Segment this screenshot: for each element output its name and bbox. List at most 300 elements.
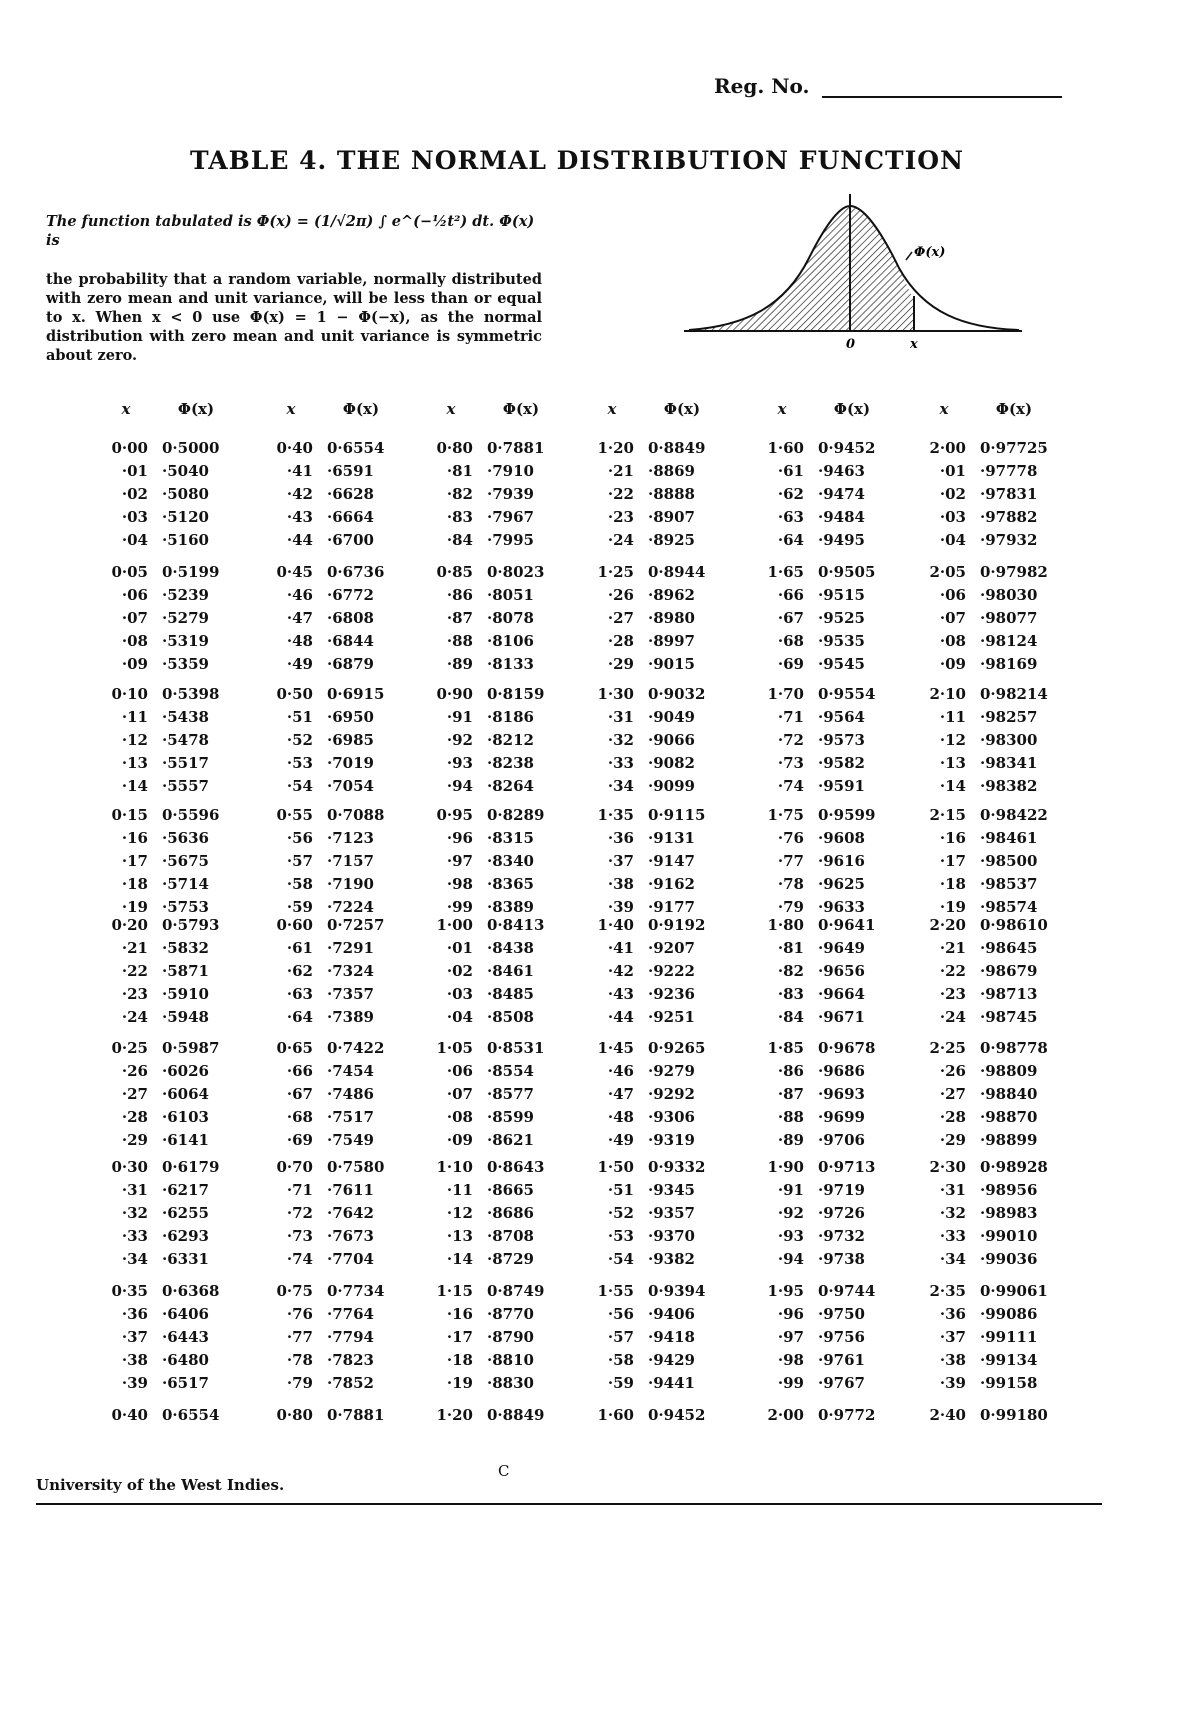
cell-phi: ·7764 xyxy=(327,1304,374,1323)
header-x: x xyxy=(939,400,949,418)
table-row xyxy=(96,872,240,895)
cell-phi: ·8264 xyxy=(487,776,534,795)
cell-x: ·09 xyxy=(121,654,148,673)
table-row xyxy=(582,959,726,982)
cell-x: 1·75 xyxy=(767,805,804,824)
cell-phi: ·8078 xyxy=(487,608,534,627)
table-row xyxy=(752,1302,896,1325)
cell-x: ·23 xyxy=(939,984,966,1003)
cell-x: 0·30 xyxy=(111,1157,148,1176)
cell-x: ·78 xyxy=(286,1350,313,1369)
table-row xyxy=(261,803,405,826)
cell-phi: ·9726 xyxy=(818,1203,865,1222)
cell-x: 1·70 xyxy=(767,684,804,703)
table-row xyxy=(914,1247,1058,1270)
cell-phi: ·8997 xyxy=(648,631,695,650)
cell-x: 1·25 xyxy=(597,562,634,581)
reg-no-label: Reg. No. xyxy=(714,74,810,98)
table-row xyxy=(261,1201,405,1224)
table-row xyxy=(421,705,565,728)
cell-x: ·52 xyxy=(286,730,313,749)
cell-x: ·53 xyxy=(607,1226,634,1245)
table-block xyxy=(96,1155,240,1270)
table-row xyxy=(752,1348,896,1371)
table-row xyxy=(96,936,240,959)
cell-phi: ·7794 xyxy=(327,1327,374,1346)
cell-x: ·57 xyxy=(607,1327,634,1346)
cell-x: ·51 xyxy=(607,1180,634,1199)
cell-phi: ·7549 xyxy=(327,1130,374,1149)
table-row xyxy=(582,1128,726,1151)
cell-phi: 0·7580 xyxy=(327,1157,385,1176)
table-row xyxy=(421,803,565,826)
table-row xyxy=(96,606,240,629)
table-row xyxy=(752,1082,896,1105)
table-block xyxy=(752,682,896,797)
cell-x: ·92 xyxy=(777,1203,804,1222)
cell-x: ·28 xyxy=(939,1107,966,1126)
cell-phi: ·9750 xyxy=(818,1304,865,1323)
cell-phi: ·98679 xyxy=(980,961,1038,980)
cell-x: ·13 xyxy=(121,753,148,772)
cell-phi: ·8315 xyxy=(487,828,534,847)
table-row xyxy=(914,936,1058,959)
cell-x: ·81 xyxy=(777,938,804,957)
table-row xyxy=(261,1128,405,1151)
cell-phi: 0·8849 xyxy=(487,1405,545,1424)
cell-x: ·88 xyxy=(777,1107,804,1126)
table-row xyxy=(752,1105,896,1128)
table-row xyxy=(96,652,240,675)
cell-phi: ·8599 xyxy=(487,1107,534,1126)
table-row xyxy=(752,728,896,751)
cell-x: ·07 xyxy=(121,608,148,627)
cell-x: ·73 xyxy=(286,1226,313,1245)
table-block xyxy=(96,1279,240,1394)
table-row xyxy=(582,705,726,728)
header-phi: Φ(x) xyxy=(502,400,540,418)
table-row xyxy=(421,1059,565,1082)
table-row xyxy=(914,629,1058,652)
header-x: x xyxy=(121,400,131,418)
table-row xyxy=(914,1128,1058,1151)
cell-x: ·42 xyxy=(286,484,313,503)
table-row-final xyxy=(96,1403,240,1426)
cell-phi: 0·9452 xyxy=(818,438,876,457)
table-row xyxy=(752,774,896,797)
table-row xyxy=(96,629,240,652)
table-row xyxy=(96,774,240,797)
cell-x: ·69 xyxy=(777,654,804,673)
table-row xyxy=(582,849,726,872)
cell-x: ·24 xyxy=(939,1007,966,1026)
cell-phi: ·7389 xyxy=(327,1007,374,1026)
table-row xyxy=(421,652,565,675)
table-row xyxy=(96,826,240,849)
cell-phi: ·8186 xyxy=(487,707,534,726)
table-row xyxy=(752,1059,896,1082)
cell-x: ·64 xyxy=(777,530,804,549)
cell-phi: ·98956 xyxy=(980,1180,1038,1199)
cell-phi: 0·9332 xyxy=(648,1157,706,1176)
cell-phi: ·5438 xyxy=(162,707,209,726)
cell-x: ·97 xyxy=(777,1327,804,1346)
column-header xyxy=(582,400,732,426)
cell-x: ·27 xyxy=(121,1084,148,1103)
cell-x: ·93 xyxy=(777,1226,804,1245)
cell-phi: ·7019 xyxy=(327,753,374,772)
cell-phi: 0·9394 xyxy=(648,1281,706,1300)
cell-phi: ·6879 xyxy=(327,654,374,673)
cell-phi: 0·9678 xyxy=(818,1038,876,1057)
cell-phi: ·7642 xyxy=(327,1203,374,1222)
table-row xyxy=(261,936,405,959)
cell-x: ·29 xyxy=(607,654,634,673)
cell-phi: ·99134 xyxy=(980,1350,1038,1369)
cell-x: ·72 xyxy=(286,1203,313,1222)
cell-phi: 0·9192 xyxy=(648,915,706,934)
table-block xyxy=(421,682,565,797)
table-row xyxy=(421,1302,565,1325)
cell-phi: ·6628 xyxy=(327,484,374,503)
table-row xyxy=(261,1247,405,1270)
cell-x: ·36 xyxy=(121,1304,148,1323)
cell-x: ·91 xyxy=(446,707,473,726)
table-block xyxy=(582,913,726,1028)
cell-phi: 0·8413 xyxy=(487,915,545,934)
cell-x: 1·65 xyxy=(767,562,804,581)
cell-phi: ·9706 xyxy=(818,1130,865,1149)
cell-phi: ·98983 xyxy=(980,1203,1038,1222)
table-row xyxy=(421,459,565,482)
cell-x: 0·95 xyxy=(436,805,473,824)
cell-x: 1·10 xyxy=(436,1157,473,1176)
cell-x: 0·80 xyxy=(436,438,473,457)
table-block xyxy=(261,560,405,675)
cell-x: ·01 xyxy=(121,461,148,480)
table-row xyxy=(261,1105,405,1128)
table-block xyxy=(96,803,240,918)
table-row xyxy=(752,1178,896,1201)
cell-x: ·43 xyxy=(286,507,313,526)
table-row xyxy=(261,1155,405,1178)
table-row xyxy=(582,751,726,774)
cell-x: ·83 xyxy=(777,984,804,1003)
table-row xyxy=(421,1201,565,1224)
cell-x: ·17 xyxy=(939,851,966,870)
table-row xyxy=(582,1224,726,1247)
cell-x: ·68 xyxy=(777,631,804,650)
cell-phi: ·98537 xyxy=(980,874,1038,893)
cell-phi: ·7190 xyxy=(327,874,374,893)
cell-phi: ·6255 xyxy=(162,1203,209,1222)
cell-phi: ·5832 xyxy=(162,938,209,957)
cell-phi: ·9463 xyxy=(818,461,865,480)
cell-phi: ·9251 xyxy=(648,1007,695,1026)
cell-phi: ·97932 xyxy=(980,530,1038,549)
cell-x: ·02 xyxy=(121,484,148,503)
table-row xyxy=(261,959,405,982)
table-block xyxy=(582,560,726,675)
table-row xyxy=(261,1082,405,1105)
cell-phi: ·9616 xyxy=(818,851,865,870)
cell-x: 0·85 xyxy=(436,562,473,581)
table-block xyxy=(261,682,405,797)
cell-x: ·28 xyxy=(607,631,634,650)
table-row xyxy=(914,1059,1058,1082)
cell-x: 0·70 xyxy=(276,1157,313,1176)
cell-x: ·06 xyxy=(446,1061,473,1080)
cell-phi: ·8212 xyxy=(487,730,534,749)
cell-phi: ·9671 xyxy=(818,1007,865,1026)
cell-phi: ·98077 xyxy=(980,608,1038,627)
cell-phi: 0·8944 xyxy=(648,562,706,581)
cell-x: ·59 xyxy=(286,897,313,916)
table-row xyxy=(421,528,565,551)
cell-phi: ·8389 xyxy=(487,897,534,916)
cell-phi: ·8729 xyxy=(487,1249,534,1268)
cell-x: ·53 xyxy=(286,753,313,772)
table-row xyxy=(421,1279,565,1302)
cell-phi: 0·98610 xyxy=(980,915,1048,934)
table-row xyxy=(914,528,1058,551)
cell-x: ·46 xyxy=(607,1061,634,1080)
cell-phi: 0·5987 xyxy=(162,1038,220,1057)
cell-phi: 0·7881 xyxy=(487,438,545,457)
table-row xyxy=(421,1036,565,1059)
table-block xyxy=(914,560,1058,675)
cell-phi: ·5948 xyxy=(162,1007,209,1026)
cell-x: ·56 xyxy=(607,1304,634,1323)
table-row xyxy=(752,1224,896,1247)
cell-phi: 0·6554 xyxy=(327,438,385,457)
table-row-final xyxy=(261,1403,405,1426)
table-row xyxy=(914,436,1058,459)
table-row xyxy=(421,1247,565,1270)
cell-x: 2·25 xyxy=(929,1038,966,1057)
cell-x: ·11 xyxy=(939,707,966,726)
cell-phi: ·7324 xyxy=(327,961,374,980)
cell-x: ·57 xyxy=(286,851,313,870)
cell-x: 2·15 xyxy=(929,805,966,824)
cell-x: ·29 xyxy=(939,1130,966,1149)
cell-phi: 0·8159 xyxy=(487,684,545,703)
table-row xyxy=(752,505,896,528)
formula-line: The function tabulated is Φ(x) = (1/√2π) ∫ e^(−½t²) dt. Φ(x) is xyxy=(46,213,535,249)
table-row xyxy=(914,1302,1058,1325)
cell-x: ·14 xyxy=(939,776,966,795)
table-row xyxy=(914,1082,1058,1105)
cell-phi: ·5279 xyxy=(162,608,209,627)
zero-label: 0 xyxy=(846,337,856,352)
cell-phi: 0·6554 xyxy=(162,1405,220,1424)
cell-phi: 0·98214 xyxy=(980,684,1048,703)
cell-phi: ·9015 xyxy=(648,654,695,673)
cell-phi: 0·8849 xyxy=(648,438,706,457)
x-label: x xyxy=(910,337,918,352)
table-row xyxy=(914,826,1058,849)
table-row xyxy=(421,1155,565,1178)
cell-x: ·56 xyxy=(286,828,313,847)
table-row xyxy=(96,459,240,482)
table-row xyxy=(752,849,896,872)
cell-phi: ·5120 xyxy=(162,507,209,526)
normal-table xyxy=(96,400,1126,1440)
cell-x: 0·80 xyxy=(276,1405,313,1424)
table-row xyxy=(752,913,896,936)
cell-x: ·62 xyxy=(286,961,313,980)
table-block xyxy=(96,1036,240,1151)
cell-phi: ·7123 xyxy=(327,828,374,847)
cell-x: ·48 xyxy=(607,1107,634,1126)
table-row xyxy=(914,728,1058,751)
table-row xyxy=(96,505,240,528)
cell-x: 1·45 xyxy=(597,1038,634,1057)
cell-phi: ·98574 xyxy=(980,897,1038,916)
cell-phi: ·8810 xyxy=(487,1350,534,1369)
table-row-final xyxy=(752,1403,896,1426)
table-row xyxy=(752,1325,896,1348)
cell-x: ·83 xyxy=(446,507,473,526)
header-x: x xyxy=(286,400,296,418)
cell-phi: ·5753 xyxy=(162,897,209,916)
cell-x: ·33 xyxy=(939,1226,966,1245)
table-row xyxy=(582,1348,726,1371)
table-block xyxy=(96,436,240,551)
cell-x: ·78 xyxy=(777,874,804,893)
cell-x: ·39 xyxy=(939,1373,966,1392)
cell-phi: ·9719 xyxy=(818,1180,865,1199)
cell-phi: ·9306 xyxy=(648,1107,695,1126)
cell-phi: ·5359 xyxy=(162,654,209,673)
cell-phi: 0·9599 xyxy=(818,805,876,824)
table-row xyxy=(96,1105,240,1128)
cell-phi: ·9686 xyxy=(818,1061,865,1080)
cell-x: ·58 xyxy=(607,1350,634,1369)
table-row-final xyxy=(582,1403,726,1426)
cell-phi: ·98124 xyxy=(980,631,1038,650)
table-row xyxy=(582,1082,726,1105)
table-row xyxy=(914,1201,1058,1224)
cell-phi: ·7611 xyxy=(327,1180,374,1199)
cell-x: ·38 xyxy=(939,1350,966,1369)
cell-x: ·49 xyxy=(286,654,313,673)
table-row xyxy=(421,913,565,936)
cell-x: ·08 xyxy=(121,631,148,650)
table-row xyxy=(582,560,726,583)
table-row xyxy=(96,1082,240,1105)
table-row xyxy=(914,1325,1058,1348)
cell-phi: ·97778 xyxy=(980,461,1038,480)
cell-phi: 0·6736 xyxy=(327,562,385,581)
cell-x: ·26 xyxy=(607,585,634,604)
table-block xyxy=(582,803,726,918)
cell-phi: ·6331 xyxy=(162,1249,209,1268)
cell-x: ·89 xyxy=(446,654,473,673)
cell-phi: 0·5000 xyxy=(162,438,220,457)
table-row xyxy=(914,959,1058,982)
column-header xyxy=(914,400,1064,426)
cell-phi: ·8869 xyxy=(648,461,695,480)
table-row xyxy=(582,1247,726,1270)
cell-x: ·48 xyxy=(286,631,313,650)
table-row xyxy=(752,1005,896,1028)
table-block xyxy=(914,436,1058,551)
cell-phi: ·8830 xyxy=(487,1373,534,1392)
table-row xyxy=(914,1155,1058,1178)
cell-x: ·77 xyxy=(286,1327,313,1346)
cell-phi: 0·7881 xyxy=(327,1405,385,1424)
cell-phi: ·97831 xyxy=(980,484,1038,503)
cell-x: 0·25 xyxy=(111,1038,148,1057)
cell-phi: 0·5398 xyxy=(162,684,220,703)
cell-phi: ·8365 xyxy=(487,874,534,893)
cell-x: 1·40 xyxy=(597,915,634,934)
table-row xyxy=(582,606,726,629)
cell-x: ·16 xyxy=(939,828,966,847)
table-column xyxy=(582,400,732,1720)
table-row xyxy=(421,1224,565,1247)
cell-x: ·32 xyxy=(939,1203,966,1222)
cell-x: ·18 xyxy=(121,874,148,893)
table-row xyxy=(261,560,405,583)
cell-phi: 0·9115 xyxy=(648,805,706,824)
cell-x: ·82 xyxy=(777,961,804,980)
cell-phi: ·97882 xyxy=(980,507,1038,526)
cell-x: ·24 xyxy=(121,1007,148,1026)
table-row xyxy=(914,774,1058,797)
table-row xyxy=(582,1155,726,1178)
cell-x: ·82 xyxy=(446,484,473,503)
cell-phi: 0·8023 xyxy=(487,562,545,581)
table-row xyxy=(582,936,726,959)
table-row xyxy=(261,1302,405,1325)
table-row xyxy=(582,459,726,482)
cell-phi: ·7224 xyxy=(327,897,374,916)
cell-x: ·03 xyxy=(446,984,473,1003)
table-block xyxy=(582,1155,726,1270)
cell-phi: ·9418 xyxy=(648,1327,695,1346)
table-row xyxy=(421,936,565,959)
cell-x: ·22 xyxy=(121,961,148,980)
cell-phi: 0·9713 xyxy=(818,1157,876,1176)
cell-x: ·34 xyxy=(121,1249,148,1268)
table-row xyxy=(752,436,896,459)
table-row xyxy=(582,1005,726,1028)
cell-x: 0·60 xyxy=(276,915,313,934)
cell-phi: ·9732 xyxy=(818,1226,865,1245)
description-body: the probability that a random variable, normally distributed with zero mean and unit variance, will be less than or equal to x. When x < 0 use Φ(x) = 1 − Φ(−x), as the normal distribution with zero mean and unit variance is symmetric about zero. xyxy=(46,271,542,364)
cell-x: ·79 xyxy=(777,897,804,916)
table-block xyxy=(261,1279,405,1394)
cell-x: ·58 xyxy=(286,874,313,893)
table-row xyxy=(261,682,405,705)
cell-x: 2·05 xyxy=(929,562,966,581)
cell-phi: ·7704 xyxy=(327,1249,374,1268)
cell-phi: ·7910 xyxy=(487,461,534,480)
table-row xyxy=(582,1105,726,1128)
cell-x: 2·40 xyxy=(929,1405,966,1424)
table-row xyxy=(261,1348,405,1371)
table-row xyxy=(96,913,240,936)
cell-x: 1·95 xyxy=(767,1281,804,1300)
cell-x: 1·30 xyxy=(597,684,634,703)
cell-phi: ·9761 xyxy=(818,1350,865,1369)
cell-x: 2·20 xyxy=(929,915,966,934)
table-row xyxy=(752,682,896,705)
table-row xyxy=(261,751,405,774)
table-row xyxy=(96,751,240,774)
